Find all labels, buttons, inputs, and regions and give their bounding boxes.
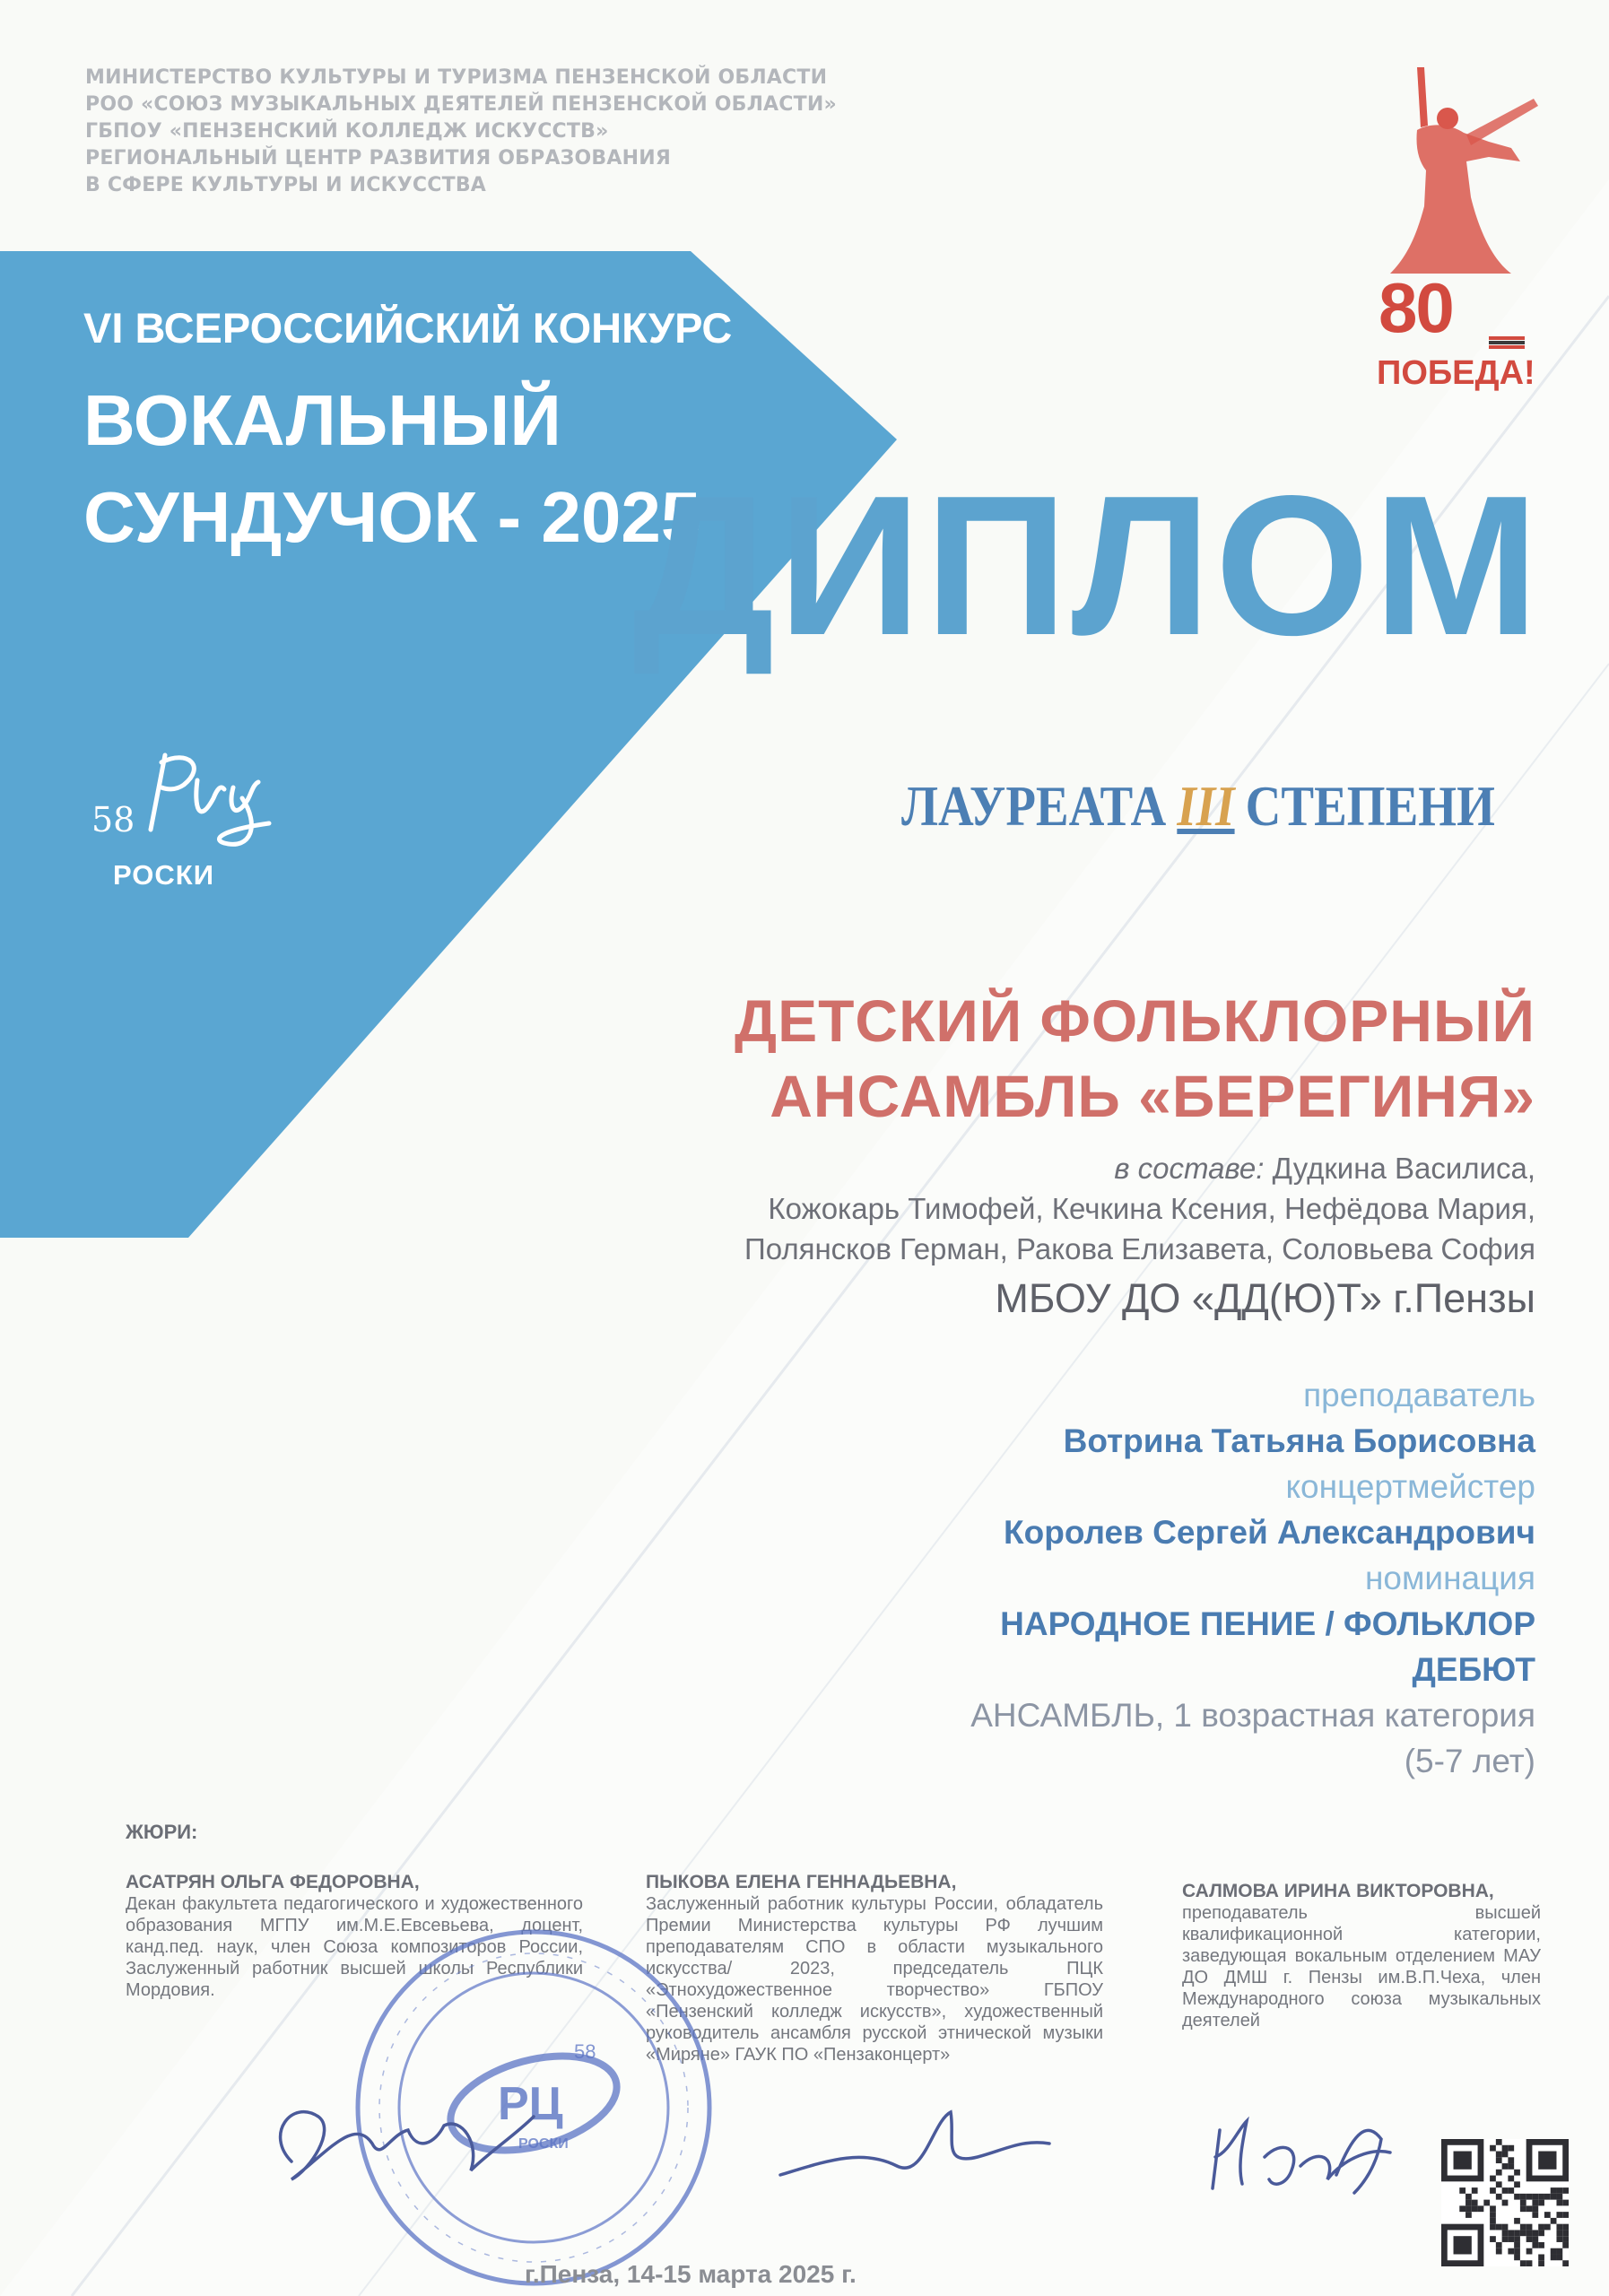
degree-number: III: [1177, 774, 1235, 838]
members-line: Кожокарь Тимофей, Кечкина Ксения, Нефёдова Мария,: [768, 1192, 1535, 1225]
jury-signature-3: [1202, 2103, 1408, 2202]
roski-signature-mark: [135, 744, 305, 852]
place-date: г.Пенза, 14-15 марта 2025 г.: [525, 2260, 857, 2288]
jury-member-name: АСАТРЯН ОЛЬГА ФЕДОРОВНА,: [126, 1872, 420, 1892]
contest-subtitle: VI ВСЕРОССИЙСКИЙ КОНКУРС: [83, 304, 733, 352]
organizer-line: В СФЕРЕ КУЛЬТУРЫ И ИСКУССТВА: [85, 174, 487, 196]
diploma-title: ДИПЛОМ: [632, 455, 1543, 677]
jury-member-description: преподаватель высшей квалификационной категории, заведующая вокальным отделением МАУ ДО ДМШ г. Пензы им.В.П.Чеха, член Международного союза музыкальных деятелей: [1182, 1903, 1541, 2031]
age-range: (5-7 лет): [1404, 1743, 1535, 1779]
victory-80-logo: [1354, 63, 1561, 404]
organizer-line: РОО «СОЮЗ МУЗЫКАЛЬНЫХ ДЕЯТЕЛЕЙ ПЕНЗЕНСКОЙ ОБЛАСТИ»: [85, 93, 837, 116]
jury-signature-2: [771, 2085, 1058, 2193]
jury-member-name: САЛМОВА ИРИНА ВИКТОРОВНА,: [1182, 1881, 1494, 1901]
qr-code[interactable]: [1441, 2139, 1569, 2266]
school-name: МБОУ ДО «ДД(Ю)Т» г.Пензы: [995, 1275, 1535, 1321]
stamp-center-text: РЦ: [498, 2078, 563, 2130]
subnomination: ДЕБЮТ: [1412, 1651, 1535, 1688]
motherland-statue-icon: [1354, 63, 1561, 278]
organizers-header: [85, 65, 837, 199]
laureate-word: ЛАУРЕАТА: [901, 774, 1167, 838]
jury-member-description: Декан факультета педагогического и художественного образования МГПУ им.М.Е.Евсевьева, доцент, канд.пед. наук, член Союза композиторов России, Заслуженный работник высшей школы Республики Мордовия.: [126, 1894, 583, 2000]
qr-code-icon: [1441, 2139, 1569, 2266]
jury-signature-1: [256, 2081, 543, 2197]
recipient-name: [735, 983, 1535, 1134]
contest-title: [83, 372, 700, 566]
roski-logo-number: 58: [91, 800, 135, 839]
roski-58-logo: [81, 744, 305, 897]
recipient-line2: АНСАМБЛЬ «БЕРЕГИНЯ»: [770, 1063, 1535, 1129]
ensemble-members: [744, 1148, 1535, 1269]
victory-number: 80: [1379, 268, 1453, 347]
accompanist-name: Королев Сергей Александрович: [1004, 1514, 1535, 1551]
degree-word: СТЕПЕНИ: [1245, 774, 1495, 838]
award-details: [970, 1372, 1535, 1784]
jury-member: [1182, 1881, 1541, 2031]
laureate-degree: [901, 773, 1495, 839]
stamp-number: 58: [574, 2040, 596, 2063]
organizer-line: МИНИСТЕРСТВО КУЛЬТУРЫ И ТУРИЗМА ПЕНЗЕНСКОЙ ОБЛАСТИ: [85, 66, 828, 89]
jury-member-description: Заслуженный работник культуры России, обладатель Премии Министерства культуры РФ лучшим преподавателям СПО в области музыкального искусства/ 2023, председатель ПЦК «Этнохудожественное творчество» ГБПОУ «Пензенский колледж искусств», художественный руководитель ансамбля русской этнической музыки «Миряне» ГАУК ПО «Пензаконцерт»: [646, 1894, 1103, 2065]
organizer-line: РЕГИОНАЛЬНЫЙ ЦЕНТР РАЗВИТИЯ ОБРАЗОВАНИЯ: [85, 147, 671, 170]
members-line: Дудкина Василиса,: [1272, 1152, 1535, 1185]
teacher-name: Вотрина Татьяна Борисовна: [1063, 1422, 1535, 1459]
teacher-label: преподаватель: [1303, 1377, 1535, 1413]
roski-logo-text: РОСКИ: [113, 859, 214, 891]
recipient-line1: ДЕТСКИЙ ФОЛЬКЛОРНЫЙ: [735, 987, 1535, 1054]
contest-title-line1: ВОКАЛЬНЫЙ: [83, 380, 561, 460]
accompanist-label: концертмейстер: [1285, 1468, 1535, 1505]
victory-text: ПОБЕДА!: [1377, 354, 1535, 392]
members-intro: в составе:: [1114, 1152, 1265, 1185]
organizer-line: ГБПОУ «ПЕНЗЕНСКИЙ КОЛЛЕДЖ ИСКУССТВ»: [85, 120, 609, 143]
nomination-label: номинация: [1364, 1560, 1535, 1596]
members-line: Полянсков Герман, Ракова Елизавета, Соловьева София: [744, 1232, 1535, 1265]
stamp-roski-text: РОСКИ: [518, 2136, 569, 2152]
nomination: НАРОДНОЕ ПЕНИЕ / ФОЛЬКЛОР: [1000, 1605, 1535, 1642]
st-george-ribbon-icon: [1489, 336, 1525, 349]
jury-member-name: ПЫКОВА ЕЛЕНА ГЕННАДЬЕВНА,: [646, 1872, 957, 1892]
age-category: АНСАМБЛЬ, 1 возрастная категория: [970, 1697, 1535, 1734]
contest-title-line2: СУНДУЧОК - 2025: [83, 477, 701, 557]
jury-label: ЖЮРИ:: [126, 1821, 198, 1843]
